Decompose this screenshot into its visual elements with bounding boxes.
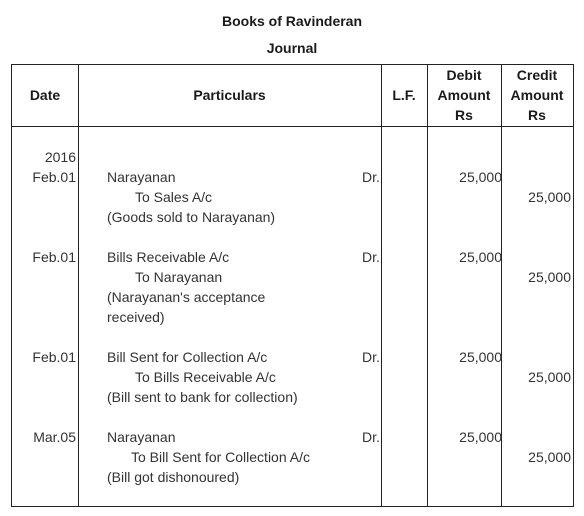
header-divider [12, 126, 573, 127]
entry-credit-account: To Sales A/c [135, 189, 213, 205]
entry-date: Feb.01 [32, 249, 76, 265]
column-header-credit-line: Amount [510, 87, 564, 103]
column-divider [427, 65, 428, 506]
column-header-credit [501, 65, 573, 125]
entry-credit-account: To Bills Receivable A/c [135, 369, 276, 385]
column-header-particulars: Particulars [193, 87, 266, 103]
column-header-lf: L.F. [392, 87, 416, 103]
page-title: Books of Ravinderan [221, 13, 363, 29]
entry-dr-label: Dr. [362, 249, 380, 265]
entry-date: Feb.01 [32, 169, 76, 185]
entry-debit-account: Narayanan [107, 169, 176, 185]
entry-credit-amount: 25,000 [528, 449, 571, 465]
entry-narration: received) [107, 309, 165, 325]
column-header-debit-line: Rs [455, 107, 473, 123]
column-header-debit-line: Amount [437, 87, 491, 103]
column-divider [381, 65, 382, 506]
entry-credit-account: To Narayanan [135, 269, 223, 285]
entry-narration: (Bill sent to bank for collection) [107, 389, 298, 405]
entry-debit-amount: 25,000 [459, 249, 502, 265]
entry-debit-account: Bills Receivable A/c [107, 249, 230, 265]
column-header-date: Date [29, 87, 61, 103]
entry-credit-amount: 25,000 [528, 369, 571, 385]
entry-debit-amount: 25,000 [459, 169, 502, 185]
entry-dr-label: Dr. [362, 349, 380, 365]
entry-narration: (Goods sold to Narayanan) [107, 209, 276, 225]
column-header-credit-line: Rs [528, 107, 546, 123]
entry-narration: (Bill got dishonoured) [107, 469, 240, 485]
entry-debit-amount: 25,000 [459, 349, 502, 365]
column-header-debit [427, 65, 501, 125]
year-label: 2016 [44, 149, 76, 165]
column-header-debit-line: Debit [446, 67, 482, 83]
entry-dr-label: Dr. [362, 169, 380, 185]
entry-credit-account: To Bill Sent for Collection A/c [131, 449, 310, 465]
entry-credit-amount: 25,000 [528, 269, 571, 285]
entry-narration: (Narayanan's acceptance [107, 289, 266, 305]
page-subtitle: Journal [266, 40, 318, 56]
journal-table [11, 64, 574, 507]
entry-debit-account: Bill Sent for Collection A/c [107, 349, 268, 365]
column-divider [78, 65, 79, 506]
entry-date: Mar.05 [33, 429, 76, 445]
column-header-credit-line: Credit [516, 67, 558, 83]
entry-date: Feb.01 [32, 349, 76, 365]
entry-dr-label: Dr. [362, 429, 380, 445]
entry-credit-amount: 25,000 [528, 189, 571, 205]
entry-debit-account: Narayanan [107, 429, 176, 445]
entry-debit-amount: 25,000 [459, 429, 502, 445]
